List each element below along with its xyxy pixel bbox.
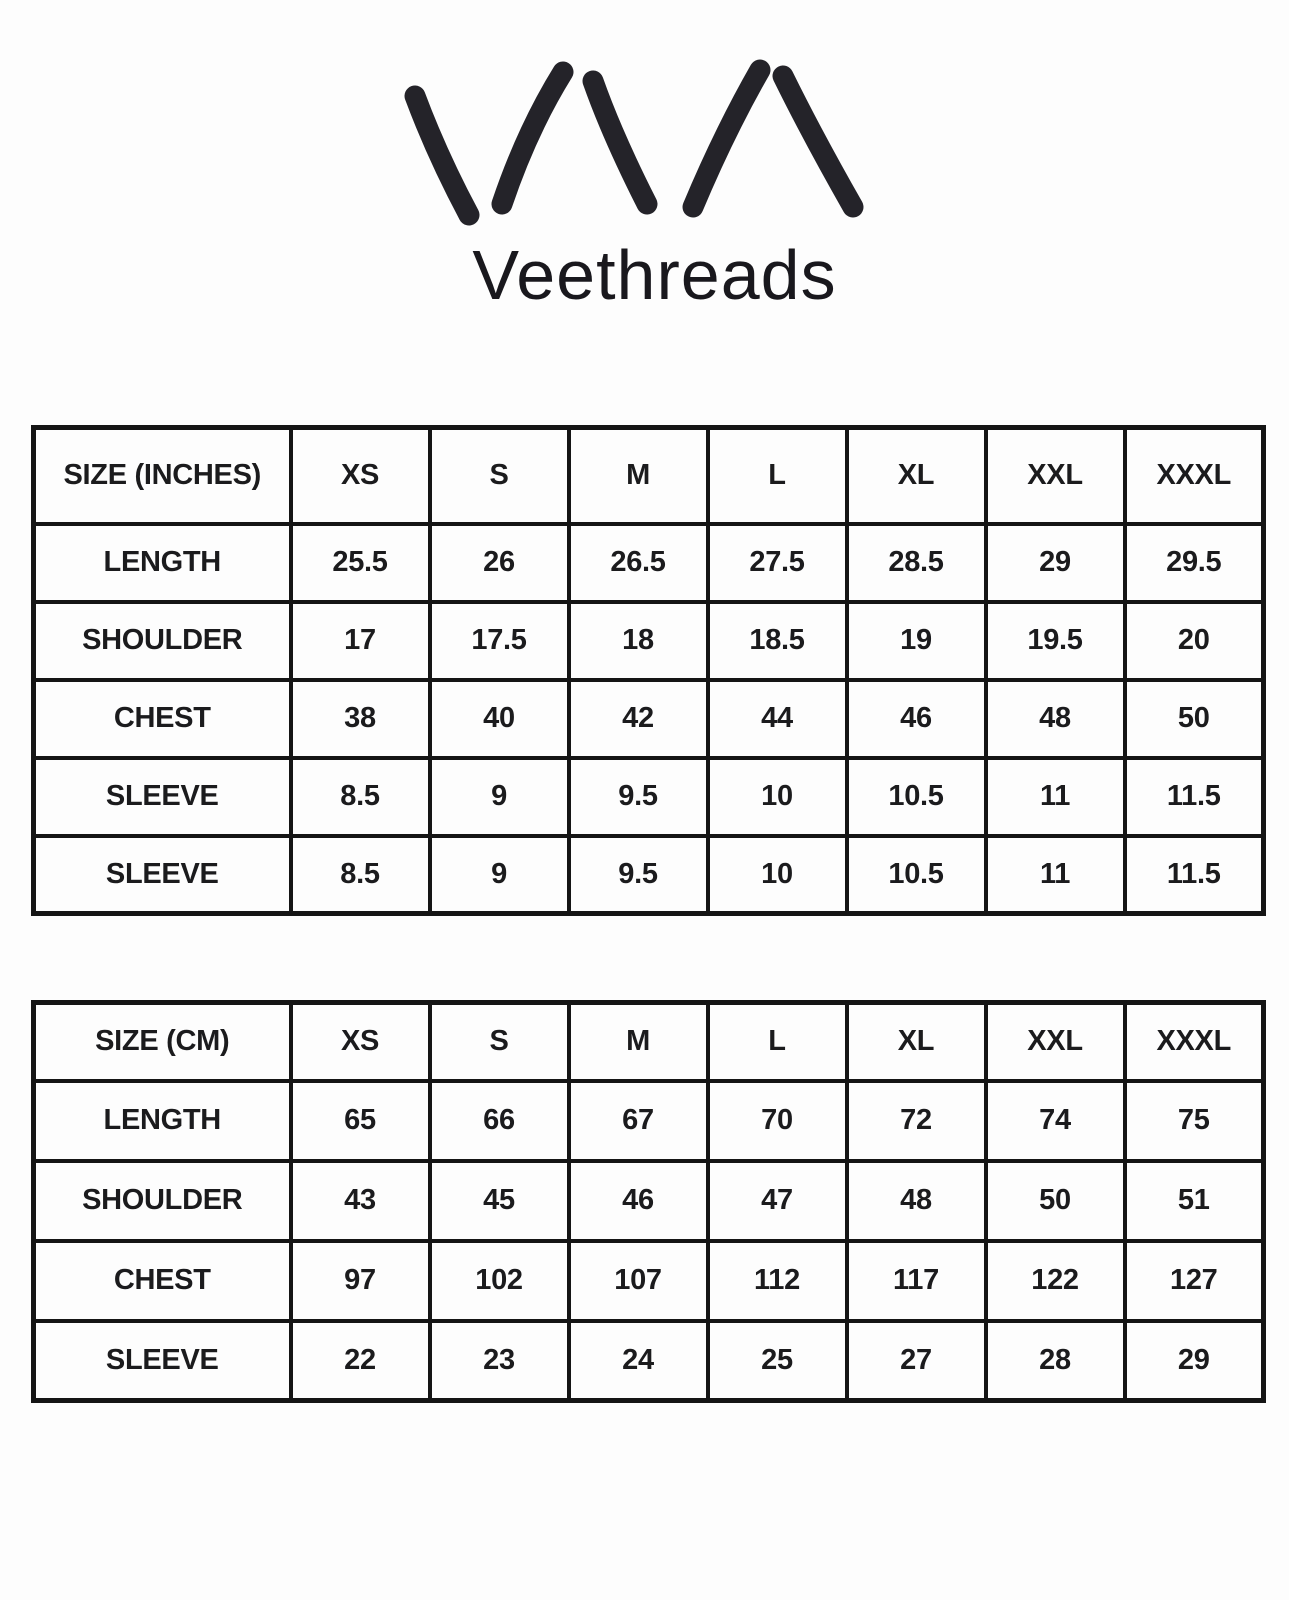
size-column-header-cell: XXL	[986, 428, 1125, 524]
measurement-row	[34, 524, 1264, 602]
size-column-header-cell: L	[708, 1003, 847, 1081]
measurement-value-cell: 10	[708, 836, 847, 914]
measurement-value-cell: 9.5	[569, 836, 708, 914]
measurement-value-cell: 28	[986, 1321, 1125, 1401]
measurement-row	[34, 1321, 1264, 1401]
measurement-value-cell: 10.5	[847, 758, 986, 836]
measurement-row	[34, 602, 1264, 680]
measurement-value-cell: 46	[847, 680, 986, 758]
size-column-header-cell: M	[569, 1003, 708, 1081]
measurement-value-cell: 18	[569, 602, 708, 680]
measurement-value-cell: 19	[847, 602, 986, 680]
measurement-value-cell: 75	[1125, 1081, 1264, 1161]
size-column-header-cell: L	[708, 428, 847, 524]
measurement-label-cell: LENGTH	[34, 524, 291, 602]
measurement-value-cell: 24	[569, 1321, 708, 1401]
measurement-value-cell: 29	[1125, 1321, 1264, 1401]
measurement-value-cell: 72	[847, 1081, 986, 1161]
size-chart-cm-body	[34, 1003, 1264, 1401]
measurement-value-cell: 17	[291, 602, 430, 680]
measurement-label-cell: LENGTH	[34, 1081, 291, 1161]
measurement-value-cell: 70	[708, 1081, 847, 1161]
measurement-row	[34, 836, 1264, 914]
measurement-row	[34, 1081, 1264, 1161]
measurement-value-cell: 48	[847, 1161, 986, 1241]
size-column-header-cell: XS	[291, 428, 430, 524]
measurement-value-cell: 9.5	[569, 758, 708, 836]
size-chart-inches-table	[31, 425, 1266, 916]
measurement-label-cell: SHOULDER	[34, 602, 291, 680]
measurement-value-cell: 11	[986, 758, 1125, 836]
size-header-row	[34, 428, 1264, 524]
size-column-header-cell: XS	[291, 1003, 430, 1081]
measurement-row	[34, 758, 1264, 836]
size-column-header-cell: S	[430, 1003, 569, 1081]
measurement-value-cell: 23	[430, 1321, 569, 1401]
size-column-header-cell: M	[569, 428, 708, 524]
measurement-value-cell: 97	[291, 1241, 430, 1321]
measurement-value-cell: 9	[430, 836, 569, 914]
measurement-value-cell: 8.5	[291, 758, 430, 836]
measurement-label-cell: SHOULDER	[34, 1161, 291, 1241]
measurement-value-cell: 11	[986, 836, 1125, 914]
measurement-value-cell: 27.5	[708, 524, 847, 602]
measurement-value-cell: 9	[430, 758, 569, 836]
measurement-value-cell: 42	[569, 680, 708, 758]
measurement-value-cell: 48	[986, 680, 1125, 758]
measurement-value-cell: 26.5	[569, 524, 708, 602]
measurement-value-cell: 19.5	[986, 602, 1125, 680]
measurement-value-cell: 10.5	[847, 836, 986, 914]
measurement-row	[34, 1161, 1264, 1241]
measurement-value-cell: 43	[291, 1161, 430, 1241]
measurement-row	[34, 680, 1264, 758]
measurement-value-cell: 66	[430, 1081, 569, 1161]
measurement-label-cell: CHEST	[34, 1241, 291, 1321]
measurement-value-cell: 117	[847, 1241, 986, 1321]
size-column-header-cell: XXXL	[1125, 428, 1264, 524]
veethreads-logo-icon	[400, 55, 866, 230]
measurement-label-cell: SLEEVE	[34, 836, 291, 914]
measurement-value-cell: 51	[1125, 1161, 1264, 1241]
measurement-value-cell: 44	[708, 680, 847, 758]
measurement-value-cell: 50	[986, 1161, 1125, 1241]
measurement-row	[34, 1241, 1264, 1321]
brand-header	[0, 0, 1289, 315]
size-chart-cm-table	[31, 1000, 1266, 1403]
measurement-label-cell: SLEEVE	[34, 1321, 291, 1401]
measurement-value-cell: 46	[569, 1161, 708, 1241]
measurement-value-cell: 122	[986, 1241, 1125, 1321]
measurement-value-cell: 29.5	[1125, 524, 1264, 602]
measurement-value-cell: 67	[569, 1081, 708, 1161]
measurement-value-cell: 22	[291, 1321, 430, 1401]
measurement-label-cell: CHEST	[34, 680, 291, 758]
measurement-value-cell: 11.5	[1125, 836, 1264, 914]
measurement-value-cell: 40	[430, 680, 569, 758]
size-column-header-cell: XXL	[986, 1003, 1125, 1081]
measurement-value-cell: 18.5	[708, 602, 847, 680]
measurement-value-cell: 112	[708, 1241, 847, 1321]
measurement-value-cell: 107	[569, 1241, 708, 1321]
measurement-label-cell: SLEEVE	[34, 758, 291, 836]
measurement-value-cell: 50	[1125, 680, 1264, 758]
measurement-value-cell: 8.5	[291, 836, 430, 914]
measurement-value-cell: 29	[986, 524, 1125, 602]
measurement-value-cell: 27	[847, 1321, 986, 1401]
measurement-value-cell: 20	[1125, 602, 1264, 680]
size-unit-header-cell: SIZE (CM)	[34, 1003, 291, 1081]
measurement-value-cell: 74	[986, 1081, 1125, 1161]
measurement-value-cell: 38	[291, 680, 430, 758]
measurement-value-cell: 127	[1125, 1241, 1264, 1321]
measurement-value-cell: 25.5	[291, 524, 430, 602]
size-column-header-cell: S	[430, 428, 569, 524]
measurement-value-cell: 11.5	[1125, 758, 1264, 836]
size-column-header-cell: XXXL	[1125, 1003, 1264, 1081]
measurement-value-cell: 45	[430, 1161, 569, 1241]
size-column-header-cell: XL	[847, 428, 986, 524]
measurement-value-cell: 65	[291, 1081, 430, 1161]
measurement-value-cell: 26	[430, 524, 569, 602]
size-header-row	[34, 1003, 1264, 1081]
measurement-value-cell: 47	[708, 1161, 847, 1241]
measurement-value-cell: 28.5	[847, 524, 986, 602]
measurement-value-cell: 102	[430, 1241, 569, 1321]
brand-name: Veethreads	[472, 236, 837, 314]
measurement-value-cell: 10	[708, 758, 847, 836]
measurement-value-cell: 17.5	[430, 602, 569, 680]
size-column-header-cell: XL	[847, 1003, 986, 1081]
size-unit-header-cell: SIZE (INCHES)	[34, 428, 291, 524]
measurement-value-cell: 25	[708, 1321, 847, 1401]
size-chart-inches-body	[34, 428, 1264, 914]
